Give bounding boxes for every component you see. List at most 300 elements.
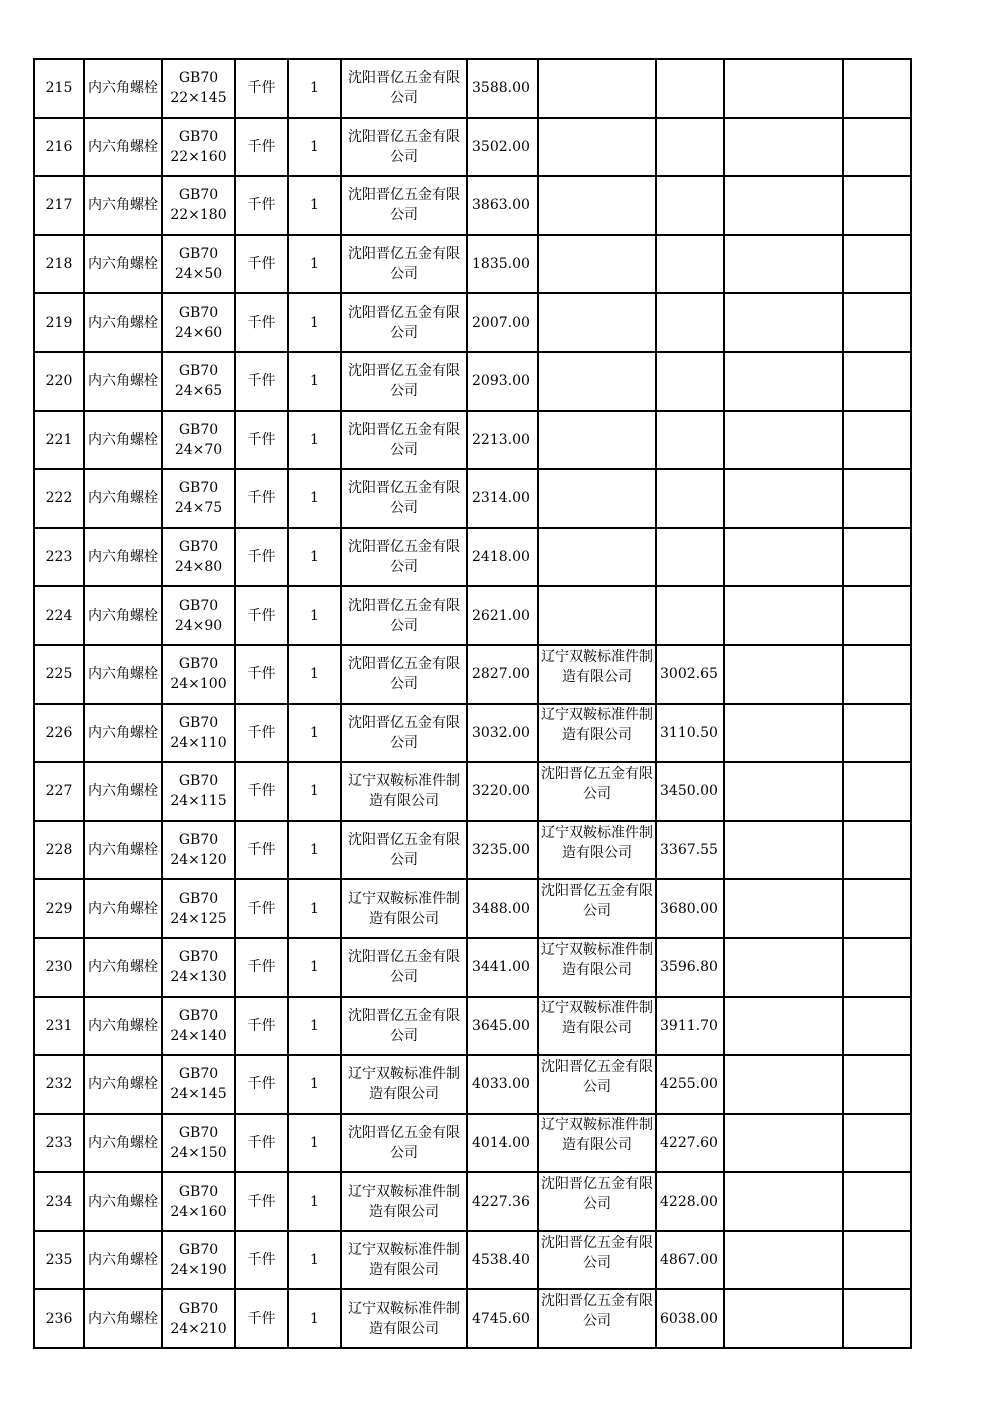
price-2-cell — [656, 762, 724, 821]
price-1: 2213.00 — [472, 431, 530, 448]
supplier-1-cell — [341, 235, 467, 294]
item-name: 内六角螺栓 — [88, 138, 158, 155]
unit-cell — [235, 704, 288, 763]
table-row — [34, 1114, 911, 1173]
item-name-cell — [84, 176, 162, 235]
price-1-cell — [467, 59, 538, 118]
spec-size: 22×145 — [170, 90, 227, 107]
table-row — [34, 1055, 911, 1114]
supplier-1: 沈阳晋亿五金有限公司 — [348, 832, 460, 869]
price-1: 3863.00 — [472, 197, 530, 214]
price-2-cell — [656, 1172, 724, 1231]
supplier-1-cell — [341, 704, 467, 763]
item-number-cell — [34, 1231, 84, 1290]
item-number: 227 — [45, 783, 73, 800]
table-row — [34, 997, 911, 1056]
item-name-cell — [84, 1114, 162, 1173]
quantity-cell — [288, 1231, 341, 1290]
item-name: 内六角螺栓 — [88, 1193, 158, 1210]
empty-cell — [724, 938, 843, 997]
item-number: 228 — [45, 842, 73, 859]
unit-cell — [235, 1055, 288, 1114]
supplier-1-cell — [341, 762, 467, 821]
price-1: 2621.00 — [472, 607, 530, 624]
table-row — [34, 59, 911, 118]
empty-cell — [843, 586, 911, 645]
item-name-cell — [84, 704, 162, 763]
unit: 千件 — [247, 1193, 276, 1210]
supplier-2: 沈阳晋亿五金有限公司 — [541, 1234, 653, 1271]
unit-cell — [235, 118, 288, 177]
empty-cell — [724, 235, 843, 294]
table-row — [34, 118, 911, 177]
supplier-1-cell — [341, 293, 467, 352]
unit-cell — [235, 1114, 288, 1173]
empty-cell — [843, 469, 911, 528]
item-number-cell — [34, 704, 84, 763]
item-number-cell — [34, 1172, 84, 1231]
unit: 千件 — [247, 431, 276, 448]
price-2-cell — [656, 704, 724, 763]
unit: 千件 — [247, 783, 276, 800]
spec-cell — [162, 235, 235, 294]
supplier-2-cell — [538, 938, 656, 997]
supplier-1: 辽宁双鞍标准件制造有限公司 — [348, 1242, 460, 1279]
supplier-2-cell — [538, 1172, 656, 1231]
price-2-cell — [656, 879, 724, 938]
table-row — [34, 469, 911, 528]
quantity: 1 — [310, 666, 319, 683]
empty-cell — [843, 645, 911, 704]
quantity: 1 — [310, 607, 319, 624]
table-row — [34, 762, 911, 821]
item-number: 218 — [45, 256, 73, 273]
table-row — [34, 1172, 911, 1231]
spec-standard: GB70 — [178, 304, 219, 321]
supplier-1: 沈阳晋亿五金有限公司 — [348, 128, 460, 165]
supplier-2-cell — [538, 762, 656, 821]
price-1-cell — [467, 1114, 538, 1173]
supplier-2-cell — [538, 704, 656, 763]
quantity: 1 — [310, 1017, 319, 1034]
supplier-1-cell — [341, 821, 467, 880]
quantity-cell — [288, 59, 341, 118]
price-1-cell — [467, 879, 538, 938]
item-number: 232 — [45, 1076, 73, 1093]
spec-standard: GB70 — [178, 949, 219, 966]
spec-cell — [162, 118, 235, 177]
unit-cell — [235, 411, 288, 470]
supplier-1: 沈阳晋亿五金有限公司 — [348, 714, 460, 751]
spec-standard: GB70 — [178, 539, 219, 556]
spec-cell — [162, 821, 235, 880]
price-2-cell — [656, 235, 724, 294]
spec-cell — [162, 411, 235, 470]
price-2-cell — [656, 821, 724, 880]
price-1: 3235.00 — [472, 842, 530, 859]
empty-cell — [843, 821, 911, 880]
supplier-1-cell — [341, 586, 467, 645]
quantity: 1 — [310, 1310, 319, 1327]
quantity: 1 — [310, 431, 319, 448]
supplier-2-cell — [538, 118, 656, 177]
supplier-2-cell — [538, 235, 656, 294]
spec-size: 24×190 — [170, 1262, 227, 1279]
item-number-cell — [34, 176, 84, 235]
price-1-cell — [467, 997, 538, 1056]
quantity: 1 — [310, 490, 319, 507]
supplier-2-cell — [538, 1114, 656, 1173]
price-2-cell — [656, 997, 724, 1056]
empty-cell — [843, 938, 911, 997]
item-name-cell — [84, 411, 162, 470]
empty-cell — [724, 704, 843, 763]
supplier-2-cell — [538, 411, 656, 470]
spec-standard: GB70 — [178, 1300, 219, 1317]
unit: 千件 — [247, 724, 276, 741]
item-number-cell — [34, 293, 84, 352]
item-name: 内六角螺栓 — [88, 1017, 158, 1034]
table-row — [34, 1289, 911, 1348]
item-number-cell — [34, 235, 84, 294]
spec-size: 24×145 — [170, 1086, 227, 1103]
supplier-1: 沈阳晋亿五金有限公司 — [348, 656, 460, 693]
table-row — [34, 235, 911, 294]
spec-size: 24×65 — [174, 383, 223, 400]
quantity: 1 — [310, 900, 319, 917]
price-1: 4227.36 — [472, 1193, 530, 1210]
item-name: 内六角螺栓 — [88, 900, 158, 917]
item-name: 内六角螺栓 — [88, 607, 158, 624]
supplier-2-cell — [538, 645, 656, 704]
item-name-cell — [84, 821, 162, 880]
item-number-cell — [34, 59, 84, 118]
price-2-cell — [656, 1055, 724, 1114]
item-number: 222 — [45, 490, 73, 507]
quantity-cell — [288, 1055, 341, 1114]
price-2-cell — [656, 352, 724, 411]
spec-size: 24×120 — [170, 852, 227, 869]
supplier-2 — [539, 530, 655, 585]
quantity: 1 — [310, 842, 319, 859]
supplier-2-cell — [538, 59, 656, 118]
quantity-cell — [288, 645, 341, 704]
spec-cell — [162, 879, 235, 938]
unit-cell — [235, 235, 288, 294]
empty-cell — [724, 586, 843, 645]
table-row — [34, 411, 911, 470]
item-number: 224 — [45, 607, 73, 624]
supplier-2-cell — [538, 1231, 656, 1290]
supplier-1: 辽宁双鞍标准件制造有限公司 — [348, 1066, 460, 1103]
price-1-cell — [467, 118, 538, 177]
price-1-cell — [467, 352, 538, 411]
supplier-1-cell — [341, 469, 467, 528]
spec-cell — [162, 293, 235, 352]
unit-cell — [235, 293, 288, 352]
unit-cell — [235, 1231, 288, 1290]
item-number-cell — [34, 762, 84, 821]
empty-cell — [724, 352, 843, 411]
item-name: 内六角螺栓 — [88, 256, 158, 273]
item-name-cell — [84, 997, 162, 1056]
quantity-cell — [288, 1114, 341, 1173]
item-number-cell — [34, 1055, 84, 1114]
spec-size: 24×150 — [170, 1144, 227, 1161]
supplier-1: 沈阳晋亿五金有限公司 — [348, 480, 460, 517]
quantity-cell — [288, 586, 341, 645]
spec-cell — [162, 938, 235, 997]
table-row — [34, 1231, 911, 1290]
item-name-cell — [84, 762, 162, 821]
quantity-cell — [288, 821, 341, 880]
empty-cell — [724, 1055, 843, 1114]
item-name: 内六角螺栓 — [88, 197, 158, 214]
price-1: 3502.00 — [472, 138, 530, 155]
supplier-1: 沈阳晋亿五金有限公司 — [348, 304, 460, 341]
price-2-cell — [656, 645, 724, 704]
spec-size: 24×115 — [170, 793, 227, 810]
price-1-cell — [467, 645, 538, 704]
unit-cell — [235, 528, 288, 587]
spec-cell — [162, 1231, 235, 1290]
empty-cell — [724, 293, 843, 352]
item-number: 230 — [45, 959, 73, 976]
price-1: 4033.00 — [472, 1076, 530, 1093]
quantity-cell — [288, 411, 341, 470]
supplier-1-cell — [341, 118, 467, 177]
item-number-cell — [34, 411, 84, 470]
empty-cell — [843, 704, 911, 763]
empty-cell — [724, 118, 843, 177]
price-1: 3588.00 — [472, 80, 530, 97]
item-name-cell — [84, 528, 162, 587]
price-2-cell — [656, 528, 724, 587]
spec-standard: GB70 — [178, 832, 219, 849]
supplier-1-cell — [341, 1289, 467, 1348]
supplier-2-cell — [538, 997, 656, 1056]
supplier-1-cell — [341, 1114, 467, 1173]
price-2: 3002.65 — [660, 666, 718, 683]
unit-cell — [235, 997, 288, 1056]
item-number-cell — [34, 528, 84, 587]
quantity-cell — [288, 1289, 341, 1348]
price-2: 6038.00 — [660, 1310, 718, 1327]
unit: 千件 — [247, 959, 276, 976]
spec-size: 24×50 — [174, 266, 223, 283]
quantity: 1 — [310, 1076, 319, 1093]
price-1-cell — [467, 1172, 538, 1231]
spec-standard: GB70 — [178, 128, 219, 145]
spec-cell — [162, 1289, 235, 1348]
spec-cell — [162, 528, 235, 587]
spec-standard: GB70 — [178, 246, 219, 263]
quantity: 1 — [310, 197, 319, 214]
unit: 千件 — [247, 314, 276, 331]
empty-cell — [843, 411, 911, 470]
item-number-cell — [34, 821, 84, 880]
spec-standard: GB70 — [178, 480, 219, 497]
table-row — [34, 704, 911, 763]
unit: 千件 — [247, 549, 276, 566]
supplier-2 — [539, 588, 655, 643]
spec-cell — [162, 704, 235, 763]
price-2-cell — [656, 59, 724, 118]
supplier-1: 沈阳晋亿五金有限公司 — [348, 539, 460, 576]
table-row — [34, 528, 911, 587]
price-2: 4867.00 — [660, 1252, 718, 1269]
item-name: 内六角螺栓 — [88, 373, 158, 390]
price-2: 3110.50 — [660, 724, 718, 741]
item-number: 233 — [45, 1134, 73, 1151]
price-1-cell — [467, 411, 538, 470]
empty-cell — [843, 352, 911, 411]
empty-cell — [843, 293, 911, 352]
empty-cell — [843, 1114, 911, 1173]
unit: 千件 — [247, 256, 276, 273]
quantity-cell — [288, 293, 341, 352]
item-name: 内六角螺栓 — [88, 490, 158, 507]
item-number-cell — [34, 938, 84, 997]
price-2: 4255.00 — [660, 1076, 718, 1093]
price-1-cell — [467, 1055, 538, 1114]
unit-cell — [235, 762, 288, 821]
item-name: 内六角螺栓 — [88, 724, 158, 741]
supplier-1-cell — [341, 59, 467, 118]
price-1: 3441.00 — [472, 959, 530, 976]
quantity-cell — [288, 704, 341, 763]
spec-cell — [162, 1055, 235, 1114]
empty-cell — [724, 59, 843, 118]
supplier-2-cell — [538, 586, 656, 645]
item-number: 236 — [45, 1310, 73, 1327]
item-name-cell — [84, 938, 162, 997]
price-1-cell — [467, 586, 538, 645]
supplier-2-cell — [538, 879, 656, 938]
empty-cell — [724, 645, 843, 704]
table-row — [34, 938, 911, 997]
quantity: 1 — [310, 138, 319, 155]
item-number: 215 — [45, 80, 73, 97]
unit: 千件 — [247, 80, 276, 97]
unit-cell — [235, 586, 288, 645]
supplier-2: 辽宁双鞍标准件制造有限公司 — [541, 1117, 653, 1154]
price-2-cell — [656, 293, 724, 352]
empty-cell — [843, 528, 911, 587]
price-2: 3450.00 — [660, 783, 718, 800]
item-name: 内六角螺栓 — [88, 1252, 158, 1269]
price-2-cell — [656, 586, 724, 645]
price-2: 3680.00 — [660, 900, 718, 917]
supplier-2-cell — [538, 821, 656, 880]
spec-standard: GB70 — [178, 1124, 219, 1141]
item-name: 内六角螺栓 — [88, 549, 158, 566]
table-row — [34, 293, 911, 352]
item-number: 234 — [45, 1193, 73, 1210]
empty-cell — [843, 879, 911, 938]
price-1-cell — [467, 1231, 538, 1290]
unit: 千件 — [247, 1310, 276, 1327]
price-1: 2827.00 — [472, 666, 530, 683]
empty-cell — [843, 1231, 911, 1290]
spec-cell — [162, 1114, 235, 1173]
quantity: 1 — [310, 783, 319, 800]
unit: 千件 — [247, 842, 276, 859]
price-table-body — [34, 59, 911, 1348]
quantity: 1 — [310, 959, 319, 976]
price-2-cell — [656, 176, 724, 235]
quantity-cell — [288, 879, 341, 938]
supplier-2: 沈阳晋亿五金有限公司 — [541, 1176, 653, 1213]
supplier-2: 辽宁双鞍标准件制造有限公司 — [541, 648, 653, 685]
spec-size: 24×110 — [170, 734, 227, 751]
item-number: 223 — [45, 549, 73, 566]
table-row — [34, 586, 911, 645]
quantity: 1 — [310, 1193, 319, 1210]
quantity: 1 — [310, 373, 319, 390]
supplier-1-cell — [341, 938, 467, 997]
empty-cell — [843, 235, 911, 294]
supplier-2-cell — [538, 176, 656, 235]
spec-size: 24×125 — [170, 910, 227, 927]
price-1-cell — [467, 762, 538, 821]
quantity: 1 — [310, 1252, 319, 1269]
quantity-cell — [288, 176, 341, 235]
supplier-1-cell — [341, 997, 467, 1056]
unit-cell — [235, 176, 288, 235]
quantity-cell — [288, 118, 341, 177]
item-name: 内六角螺栓 — [88, 783, 158, 800]
item-name-cell — [84, 879, 162, 938]
spec-size: 24×60 — [174, 324, 223, 341]
price-1-cell — [467, 528, 538, 587]
supplier-1: 沈阳晋亿五金有限公司 — [348, 421, 460, 458]
price-1-cell — [467, 1289, 538, 1348]
spec-standard: GB70 — [178, 421, 219, 438]
spec-cell — [162, 59, 235, 118]
spec-size: 24×160 — [170, 1203, 227, 1220]
supplier-2: 辽宁双鞍标准件制造有限公司 — [541, 824, 653, 861]
price-2-cell — [656, 1289, 724, 1348]
quantity: 1 — [310, 314, 319, 331]
supplier-2-cell — [538, 469, 656, 528]
unit-cell — [235, 469, 288, 528]
supplier-2-cell — [538, 1055, 656, 1114]
spec-standard: GB70 — [178, 890, 219, 907]
table-row — [34, 821, 911, 880]
supplier-2 — [539, 412, 655, 467]
empty-cell — [724, 1231, 843, 1290]
price-2: 4228.00 — [660, 1193, 718, 1210]
item-name-cell — [84, 1231, 162, 1290]
quantity: 1 — [310, 724, 319, 741]
price-1: 3488.00 — [472, 900, 530, 917]
unit-cell — [235, 1289, 288, 1348]
price-2: 3367.55 — [660, 842, 718, 859]
supplier-2-cell — [538, 1289, 656, 1348]
quantity-cell — [288, 762, 341, 821]
supplier-2: 辽宁双鞍标准件制造有限公司 — [541, 941, 653, 978]
unit: 千件 — [247, 373, 276, 390]
item-name-cell — [84, 1289, 162, 1348]
price-1-cell — [467, 704, 538, 763]
spec-cell — [162, 469, 235, 528]
unit-cell — [235, 1172, 288, 1231]
supplier-2: 沈阳晋亿五金有限公司 — [541, 765, 653, 802]
supplier-1-cell — [341, 411, 467, 470]
supplier-1-cell — [341, 1055, 467, 1114]
item-name-cell — [84, 1172, 162, 1231]
